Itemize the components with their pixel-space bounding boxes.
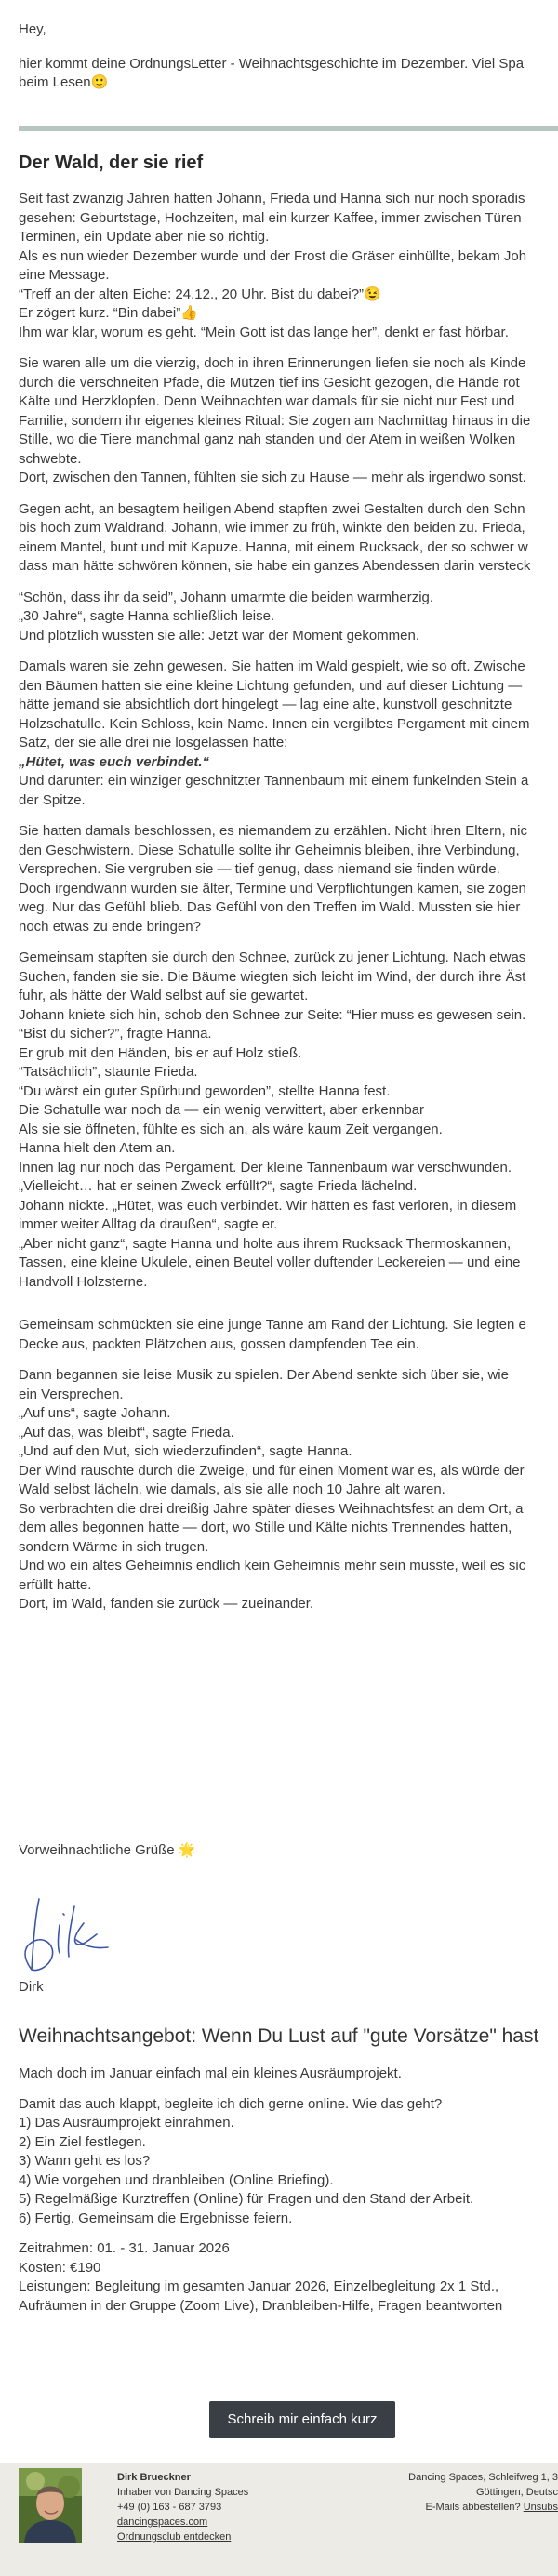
story-line: den Bäumen hatten sie eine kleine Lichtung gefunden, und auf dieser Lichtung — xyxy=(19,677,523,694)
story-line: Stille, wo die Tiere manchmal ganz nah standen und der Atem in weißen Wolken xyxy=(19,432,516,447)
story-line: “Bist du sicher?”, fragte Hanna. xyxy=(19,1026,212,1042)
story-line: Versprechen. Sie vergruben sie — tief genug, dass niemand sie finden würde. xyxy=(19,861,500,877)
offer-intro: Mach doch im Januar einfach mal ein kleines Ausräumprojekt. xyxy=(19,2065,402,2081)
story-paragraph xyxy=(19,500,558,577)
footer-role: Inhaber von Dancing Spaces xyxy=(117,2487,249,2498)
story-title: Der Wald, der sie rief xyxy=(19,153,204,173)
story-line: Terminen, ein Update aber nie so richtig. xyxy=(19,229,270,245)
story-line: sondern Wärme in sich trugen. xyxy=(19,1538,209,1555)
story-line: Handvoll Holzsterne. xyxy=(19,1273,148,1290)
story-line: ein Versprechen. xyxy=(19,1386,124,1402)
offer-steps xyxy=(19,2114,558,2228)
story-line: dass man hätte schwören können, sie habe ein ganzes Abendessen darin versteck xyxy=(19,558,531,574)
story-line: einem Mantel, bunt und mit Kapuze. Hanna, mit einem Rucksack, der so schwer w xyxy=(19,538,528,555)
intro-line-1: hier kommt deine OrdnungsLetter - Weihnachtsgeschichte im Dezember. Viel Spa xyxy=(19,55,525,72)
footer-address xyxy=(335,2470,558,2515)
story-paragraph xyxy=(19,354,558,488)
offer-services-2: Aufräumen in der Gruppe (Zoom Live), Dranbleiben-Hilfe, Fragen beantworten xyxy=(19,2297,503,2314)
avatar xyxy=(19,2468,82,2543)
story-paragraph xyxy=(19,589,558,646)
story-line: noch etwas zu ende bringen? xyxy=(19,918,201,935)
story-line: Familie, sondern ihr eigenes kleines Ritual: Sie zogen am Nachmittag hinaus in die xyxy=(19,412,531,429)
story-paragraph xyxy=(19,190,558,342)
offer-services-1: Leistungen: Begleitung im gesamten Januar 2026, Einzelbegleitung 2x 1 Std., xyxy=(19,2278,499,2294)
offer-period: Zeitrahmen: 01. - 31. Januar 2026 xyxy=(19,2240,230,2256)
story-line: schwebte. xyxy=(19,450,82,467)
story-line: Dort, zwischen den Tannen, fühlten sie sich zu Hause — mehr als irgendwo sonst. xyxy=(19,470,526,485)
story-line: den Geschwistern. Diese Schatulle sollte ihr Geheimnis bleiben, ihre Verbindung, xyxy=(19,842,520,858)
story-line: Als sie sie öffneten, fühlte es sich an, als wäre kaum Zeit vergangen. xyxy=(19,1121,443,1137)
story-line: “Du wärst ein guter Spürhund geworden”, stellte Hanna fest. xyxy=(19,1082,391,1099)
story-line: „Hütet, was euch verbindet.“ xyxy=(19,753,210,770)
story-line: Damals waren sie zehn gewesen. Sie hatten im Wald gespielt, wie so oft. Zwische xyxy=(19,658,525,674)
offer-step: 3) Wann geht es los? xyxy=(19,2153,151,2169)
story-line: „30 Jahre“, sagte Hanna schließlich leise. xyxy=(19,608,275,624)
offer-step: 2) Ein Ziel festlegen. xyxy=(19,2133,146,2150)
story-line: Johann kniete sich hin, schob den Schnee zur Seite: “Hier muss es gewesen sein. xyxy=(19,1006,526,1023)
story-line: Der Wind rauschte durch die Zweige, und für einen Moment war es, als würde der xyxy=(19,1462,525,1479)
footer-contact xyxy=(117,2470,248,2544)
story-line: durch die verschneiten Pfade, die Mützen tief ins Gesicht gezogen, die Hände rot xyxy=(19,374,520,391)
story-line: Wald selbst lächeln, wie damals, als sie alle noch 10 Jahre alt waren. xyxy=(19,1481,445,1497)
story-line: Dort, im Wald, fanden sie zurück — zueinander. xyxy=(19,1596,314,1612)
footer-address-1: Dancing Spaces, Schleifweg 1, 3 xyxy=(408,2472,558,2483)
story-line: So verbrachten die drei dreißig Jahre später dieses Weihnachtsfest an dem Ort, a xyxy=(19,1500,524,1517)
story-line: Suchen, fanden sie sie. Die Bäume wiegten sich leicht im Wind, der durch ihre Äst xyxy=(19,968,526,985)
story-paragraph xyxy=(19,657,558,810)
intro-line-2: beim Lesen🙂 xyxy=(19,74,109,90)
offer-cost: Kosten: €190 xyxy=(19,2259,101,2276)
story-line: Er grub mit den Händen, bis er auf Holz stieß. xyxy=(19,1044,302,1061)
signature-name: Dirk xyxy=(19,1979,44,1995)
closing-greeting: Vorweihnachtliche Grüße 🌟 xyxy=(19,1842,196,1858)
story-line: Und darunter: ein winziger geschnitzter Tannenbaum mit einem funkelnden Stein a xyxy=(19,773,529,789)
story-line: „Vielleicht… hat er seinen Zweck erfüllt?“, sagte Frieda lächelnd. xyxy=(19,1178,418,1194)
signature-image xyxy=(19,1888,121,1976)
story-line: eine Message. xyxy=(19,267,110,283)
footer-website-link[interactable]: dancingspaces.com xyxy=(117,2516,208,2528)
story-body xyxy=(19,190,558,1627)
story-line: Dann begannen sie leise Musik zu spielen. Der Abend senkte sich über sie, wie xyxy=(19,1367,509,1383)
story-line: Hanna hielt den Atem an. xyxy=(19,1140,176,1156)
unsubscribe-link[interactable]: Unsubs xyxy=(523,2502,558,2513)
offer-heading: Weihnachtsangebot: Wenn Du Lust auf "gute Vorsätze" hast xyxy=(19,2025,539,2047)
story-line: Gemeinsam stapften sie durch den Schnee, zurück zu jener Lichtung. Nach etwas xyxy=(19,949,526,965)
story-line: bis hoch zum Waldrand. Johann, wie immer zu früh, winkte den beiden zu. Frieda, xyxy=(19,520,525,536)
story-line: „Auf das, was bleibt“, sagte Frieda. xyxy=(19,1424,234,1441)
story-line: Tassen, eine kleine Ukulele, einen Beutel voller duftender Leckereien — und eine xyxy=(19,1255,521,1270)
story-paragraph xyxy=(19,822,558,936)
story-line: Gegen acht, an besagtem heiligen Abend stapften zwei Gestalten durch den Schn xyxy=(19,500,525,517)
story-line: gesehen: Geburtstage, Hochzeiten, mal ein kurzer Kaffee, immer zwischen Türen xyxy=(19,209,522,226)
story-line: „Auf uns“, sagte Johann. xyxy=(19,1405,171,1421)
story-line: Und plötzlich wussten sie alle: Jetzt war der Moment gekommen. xyxy=(19,627,420,644)
story-line: Die Schatulle war noch da — ein wenig verwittert, aber erkennbar xyxy=(19,1102,425,1118)
unsubscribe-text: E-Mails abbestellen? xyxy=(425,2502,521,2513)
story-line: Gemeinsam schmückten sie eine junge Tanne am Rand der Lichtung. Sie legten e xyxy=(19,1317,526,1333)
story-line: erfüllt hatte. xyxy=(19,1576,92,1593)
story-line: Innen lag nur noch das Pergament. Der kleine Tannenbaum war verschwunden. xyxy=(19,1159,512,1175)
story-line: Doch irgendwann wurden sie älter, Termine und Verpflichtungen kamen, sie zogen xyxy=(19,880,526,896)
footer-name: Dirk Brueckner xyxy=(117,2472,191,2483)
offer-question: Damit das auch klappt, begleite ich dich gerne online. Wie das geht? xyxy=(19,2095,443,2112)
story-line: Er zögert kurz. “Bin dabei”👍 xyxy=(19,305,198,321)
story-paragraph xyxy=(19,1366,558,1614)
story-line: “Tatsächlich”, staunte Frieda. xyxy=(19,1064,198,1080)
offer-step: 1) Das Ausräumprojekt einrahmen. xyxy=(19,2115,234,2131)
story-line: Ihm war klar, worum es geht. “Mein Gott ist das lange her”, denkt er fast hörbar. xyxy=(19,324,509,340)
story-line: Satz, der sie alle drei nie losgelassen hatte: xyxy=(19,735,288,750)
story-line: „Und auf den Mut, sich wiederzufinden“, sagte Hanna. xyxy=(19,1443,352,1459)
story-line: Kälte und Herzklopfen. Denn Weihnachten war damals für sie nicht nur Fest und xyxy=(19,393,515,409)
story-line: dem alles begonnen hatte — dort, wo Stille und Kälte nichts Trennendes hatten, xyxy=(19,1520,512,1535)
story-line: weg. Nur das Gefühl blieb. Das Gefühl von den Treffen im Wald. Mussten sie hier xyxy=(19,899,521,915)
story-paragraph xyxy=(19,1316,558,1354)
story-line: fuhr, als hätte der Wald selbst auf sie gewartet. xyxy=(19,988,309,1003)
footer-address-2: Göttingen, Deutsc xyxy=(475,2487,558,2498)
story-line: Decke aus, packten Plätzchen aus, gossen dampfenden Tee ein. xyxy=(19,1335,419,1352)
offer-step: 4) Wie vorgehen und dranbleiben (Online Briefing). xyxy=(19,2171,334,2188)
story-line: Seit fast zwanzig Jahren hatten Johann, Frieda und Hanna sich nur noch sporadis xyxy=(19,191,525,206)
story-line: Sie waren alle um die vierzig, doch in ihren Erinnerungen liefen sie noch als Kinde xyxy=(19,355,526,371)
story-line: Johann nickte. „Hütet, was euch verbindet. Wir hätten es fast verloren, in diesem xyxy=(19,1197,517,1214)
story-line: Sie hatten damals beschlossen, es niemandem zu erzählen. Nicht ihren Eltern, nic xyxy=(19,823,527,839)
story-line: immer weiter Alltag da draußen“, sagte er. xyxy=(19,1216,278,1232)
story-line: “Schön, dass ihr da seid”, Johann umarmte die beiden warmherzig. xyxy=(19,589,434,605)
story-line: der Spitze. xyxy=(19,791,86,808)
footer-phone: +49 (0) 163 - 687 3793 xyxy=(117,2502,222,2513)
story-line: Als es nun wieder Dezember wurde und der Frost die Gräser einhüllte, bekam Joh xyxy=(19,247,527,264)
offer-step: 5) Regelmäßige Kurztreffen (Online) für Fragen und den Stand der Arbeit. xyxy=(19,2191,474,2207)
offer-step: 6) Fertig. Gemeinsam die Ergebnisse feiern. xyxy=(19,2210,293,2226)
greeting: Hey, xyxy=(19,21,46,37)
story-line: Holzschatulle. Kein Schloss, kein Name. Innen ein vergilbtes Pergament mit einem xyxy=(19,715,530,732)
intro xyxy=(19,20,524,93)
story-line: „Aber nicht ganz“, sagte Hanna und holte aus ihrem Rucksack Thermoskannen, xyxy=(19,1235,512,1252)
story-line: hätte jemand sie absichtlich dort hingelegt — lag eine alte, kunstvoll geschnitzte xyxy=(19,697,512,712)
story-paragraph xyxy=(19,949,558,1292)
footer-club-link[interactable]: Ordnungsclub entdecken xyxy=(117,2531,232,2543)
story-line: “Treff an der alten Eiche: 24.12., 20 Uhr. Bist du dabei?”😉 xyxy=(19,285,381,302)
offer-body xyxy=(19,2065,558,2316)
story-line: Und wo ein altes Geheimnis endlich kein Geheimnis mehr sein musste, weil es sic xyxy=(19,1558,526,1573)
divider xyxy=(19,126,558,131)
contact-button[interactable]: Schreib mir einfach kurz xyxy=(209,2401,395,2438)
